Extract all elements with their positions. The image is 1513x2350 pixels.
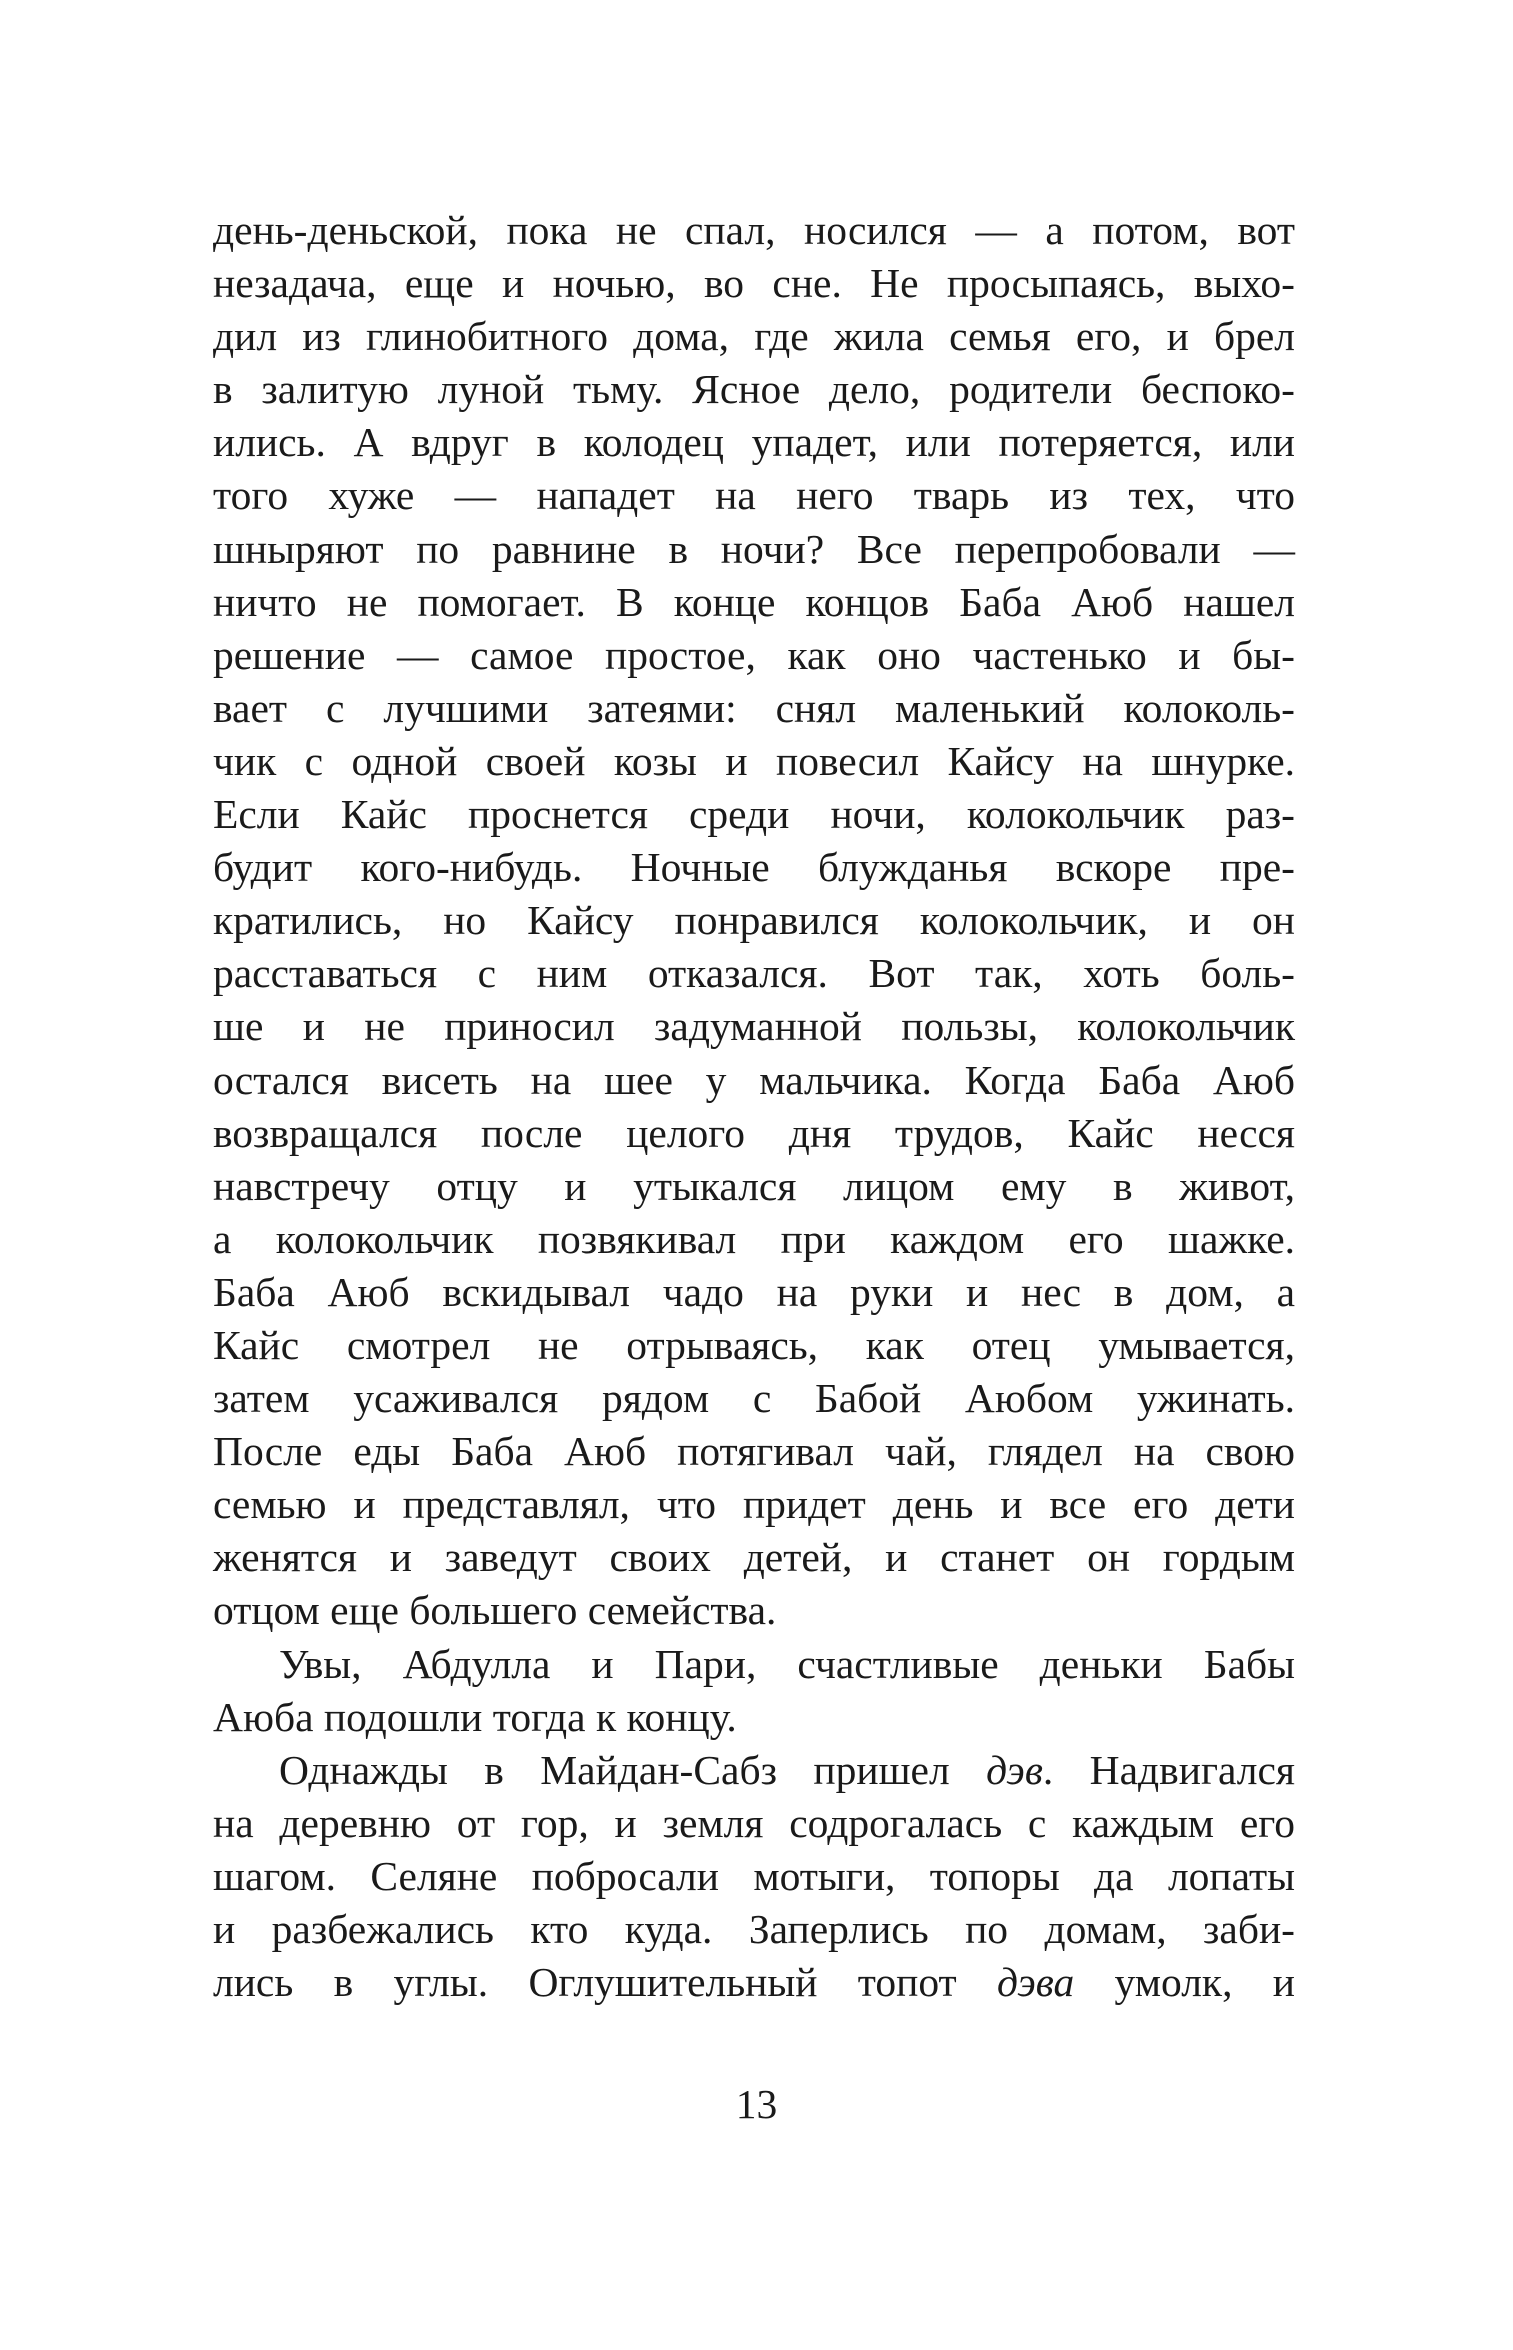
text-line: навстречу отцу и утыкался лицом ему в живот, — [213, 1162, 1295, 1209]
text-line: а колокольчик позвякивал при каждом его шажке. — [213, 1215, 1295, 1262]
text-line: решение — самое простое, как оно частенько и бы- — [213, 631, 1295, 678]
text-line: того хуже — нападет на него тварь из тех, что — [213, 472, 1295, 519]
text-line: ше и не приносил задуманной пользы, колокольчик — [213, 1003, 1295, 1050]
text-line: Увы, Абдулла и Пари, счастливые деньки Бабы — [279, 1640, 1295, 1687]
text-line: незадача, еще и ночью, во сне. Не просыпаясь, выхо- — [213, 260, 1295, 307]
text-block — [213, 204, 1295, 2009]
text-line: Кайс смотрел не отрываясь, как отец умывается, — [213, 1321, 1295, 1368]
text-line — [213, 1744, 1295, 1797]
text-line: дил из глинобитного дома, где жила семья его, и брел — [213, 313, 1295, 360]
text-run: лись в углы. Оглушительный топот — [213, 1959, 997, 2006]
italic-word: дэв — [986, 1746, 1043, 1793]
text-line: Аюба подошли тогда к концу. — [213, 1693, 737, 1740]
text-line: Если Кайс проснется среди ночи, колокольчик раз- — [213, 791, 1295, 838]
text-run: умолк, и — [1074, 1959, 1296, 2006]
text-line: в залитую луной тьму. Ясное дело, родители беспоко- — [213, 366, 1295, 413]
text-line: ились. А вдруг в колодец упадет, или потеряется, или — [213, 419, 1295, 466]
text-line: затем усаживался рядом с Бабой Аюбом ужинать. — [213, 1375, 1295, 1422]
text-line: Баба Аюб вскидывал чадо на руки и нес в дом, а — [213, 1268, 1295, 1315]
text-line: возвращался после целого дня трудов, Кайс несся — [213, 1109, 1295, 1156]
text-line: на деревню от гор, и земля содрогалась с каждым его — [213, 1799, 1295, 1846]
italic-word: дэва — [997, 1959, 1075, 2006]
text-line: и разбежались кто куда. Заперлись по домам, заби- — [213, 1906, 1295, 1952]
text-line: будит кого-нибудь. Ночные блужданья вскоре пре- — [213, 844, 1295, 891]
paragraph-2 — [213, 1638, 1295, 1744]
text-line: чик с одной своей козы и повесил Кайсу на шнурке. — [213, 737, 1295, 784]
page-number: 13 — [735, 2081, 778, 2127]
paragraph-1 — [213, 204, 1295, 1638]
text-line: ничто не помогает. В конце концов Баба Аюб нашел — [213, 578, 1295, 625]
text-run: Однажды в Майдан-Сабз пришел — [279, 1746, 987, 1793]
text-line — [213, 1956, 1295, 2009]
text-run: . Надвигался — [1042, 1746, 1295, 1793]
text-line: расставаться с ним отказался. Вот так, хоть боль- — [213, 950, 1295, 997]
text-line: шагом. Селяне побросали мотыги, топоры да лопаты — [213, 1852, 1295, 1899]
text-line: шныряют по равнине в ночи? Все перепробовали — — [213, 525, 1295, 572]
paragraph-3 — [213, 1744, 1295, 2009]
text-line: отцом еще большего семейства. — [213, 1587, 777, 1634]
text-line: день-деньской, пока не спал, носился — а потом, вот — [213, 207, 1295, 253]
text-line: женятся и заведут своих детей, и станет он гордым — [213, 1534, 1295, 1581]
text-line: вает с лучшими затеями: снял маленький колоколь- — [213, 684, 1295, 731]
text-line: остался висеть на шее у мальчика. Когда Баба Аюб — [213, 1056, 1295, 1103]
text-line: семью и представлял, что придет день и все его дети — [213, 1481, 1295, 1528]
text-line: кратились, но Кайсу понравился колокольчик, и он — [213, 897, 1295, 944]
text-line: После еды Баба Аюб потягивал чай, глядел на свою — [213, 1428, 1295, 1475]
